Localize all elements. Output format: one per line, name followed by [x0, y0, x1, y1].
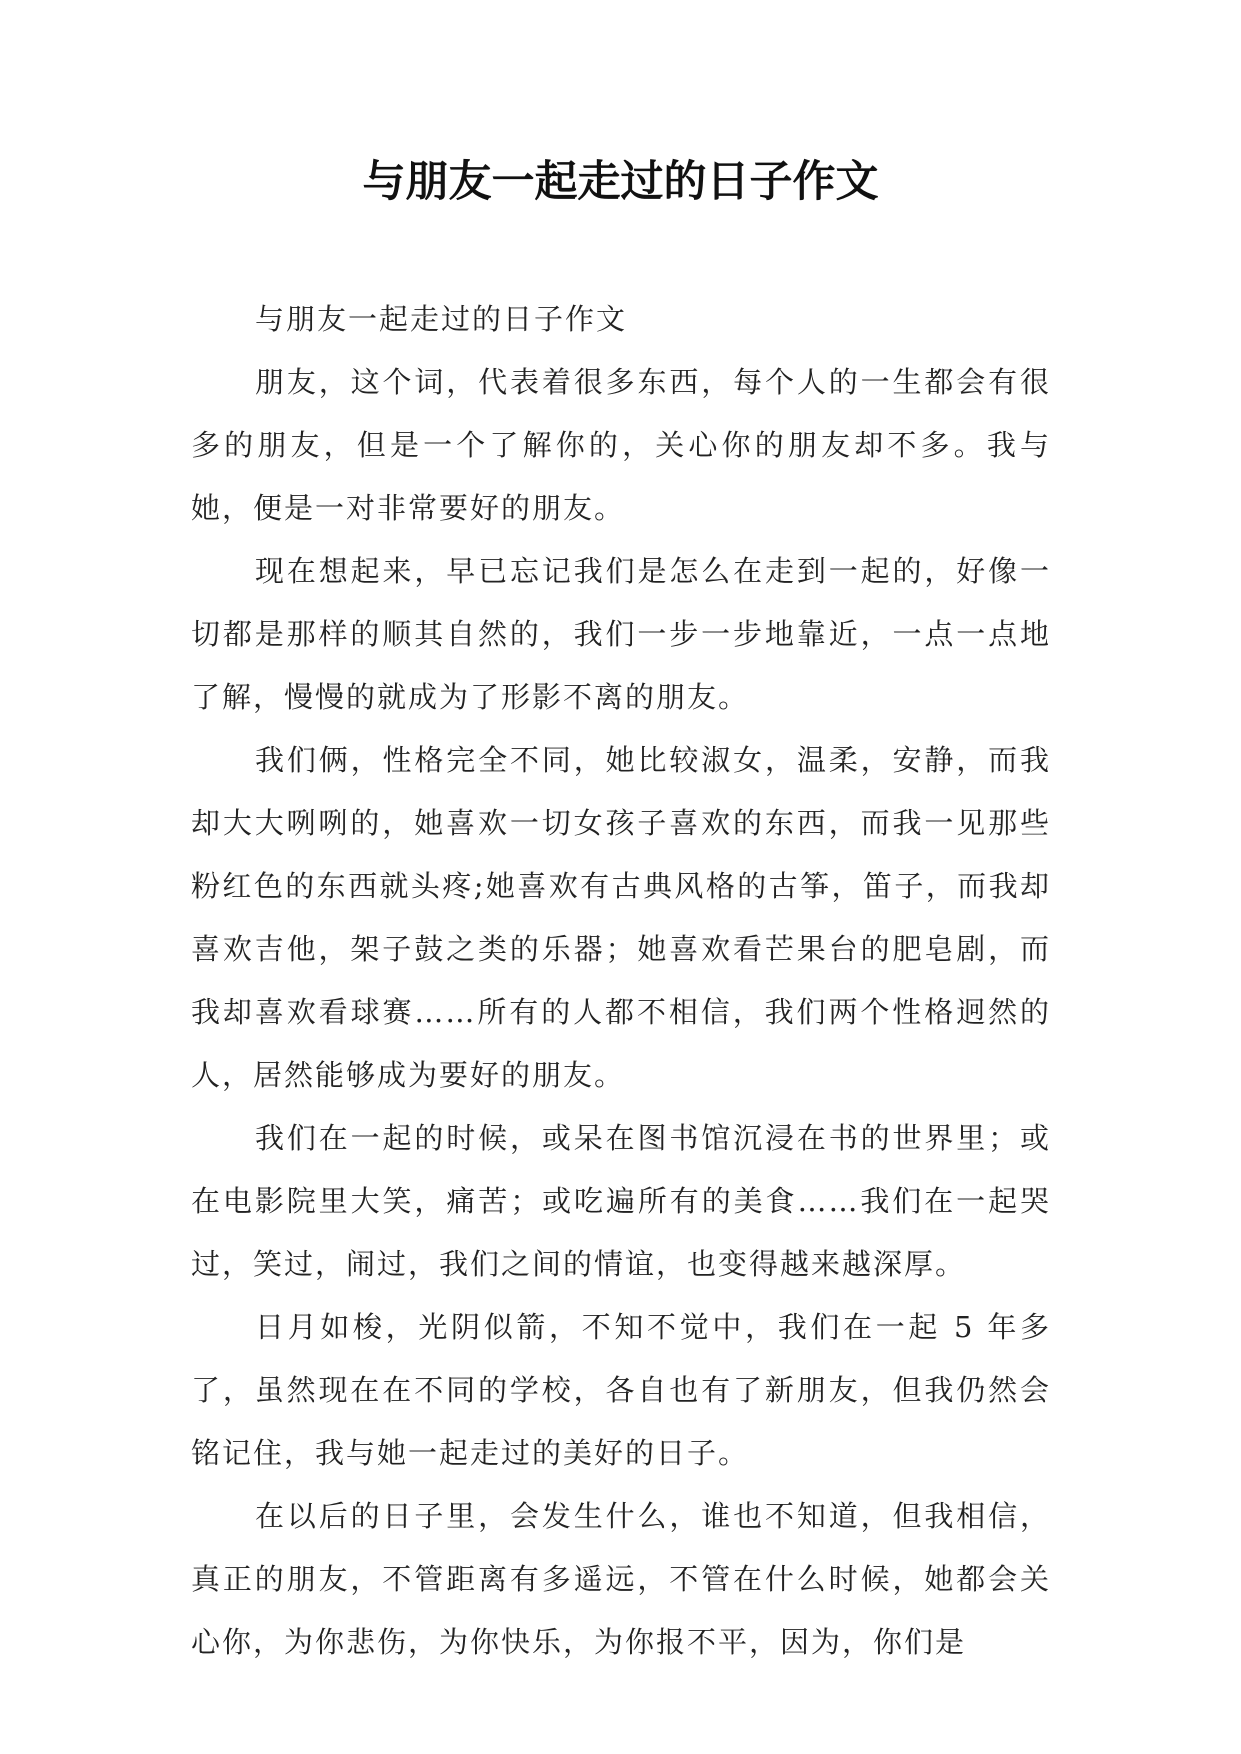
document-title: 与朋友一起走过的日子作文 — [362, 157, 879, 207]
paragraph: 我们俩，性格完全不同，她比较淑女，温柔，安静，而我却大大咧咧的，她喜欢一切女孩子喜欢的东西，而我一见那些粉红色的东西就头疼;她喜欢有古典风格的古筝，笛子，而我却喜欢吉他，架子鼓之类的乐器；她喜欢看芒果台的肥皂剧，而我却喜欢看球赛……所有的人都不相信，我们两个性格迥然的人，居然能够成为要好的朋友。 — [191, 743, 1051, 1092]
paragraph: 朋友，这个词，代表着很多东西，每个人的一生都会有很多的朋友，但是一个了解你的，关心你的朋友却不多。我与她，便是一对非常要好的朋友。 — [191, 365, 1051, 525]
paragraph: 日月如梭，光阴似箭，不知不觉中，我们在一起 5 年多了，虽然现在在不同的学校，各自也有了新朋友，但我仍然会铭记住，我与她一起走过的美好的日子。 — [191, 1310, 1051, 1470]
paragraph-subtitle: 与朋友一起走过的日子作文 — [255, 302, 628, 336]
paragraph: 在以后的日子里，会发生什么，谁也不知道，但我相信，真正的朋友，不管距离有多遥远，不管在什么时候，她都会关心你，为你悲伤，为你快乐，为你报不平，因为，你们是 — [191, 1499, 1051, 1659]
paragraph: 我们在一起的时候，或呆在图书馆沉浸在书的世界里；或在电影院里大笑，痛苦；或吃遍所有的美食……我们在一起哭过，笑过，闹过，我们之间的情谊，也变得越来越深厚。 — [191, 1121, 1051, 1281]
document-body — [191, 288, 1051, 1674]
paragraph: 现在想起来，早已忘记我们是怎么在走到一起的，好像一切都是那样的顺其自然的，我们一步一步地靠近，一点一点地了解，慢慢的就成为了形影不离的朋友。 — [191, 554, 1051, 714]
